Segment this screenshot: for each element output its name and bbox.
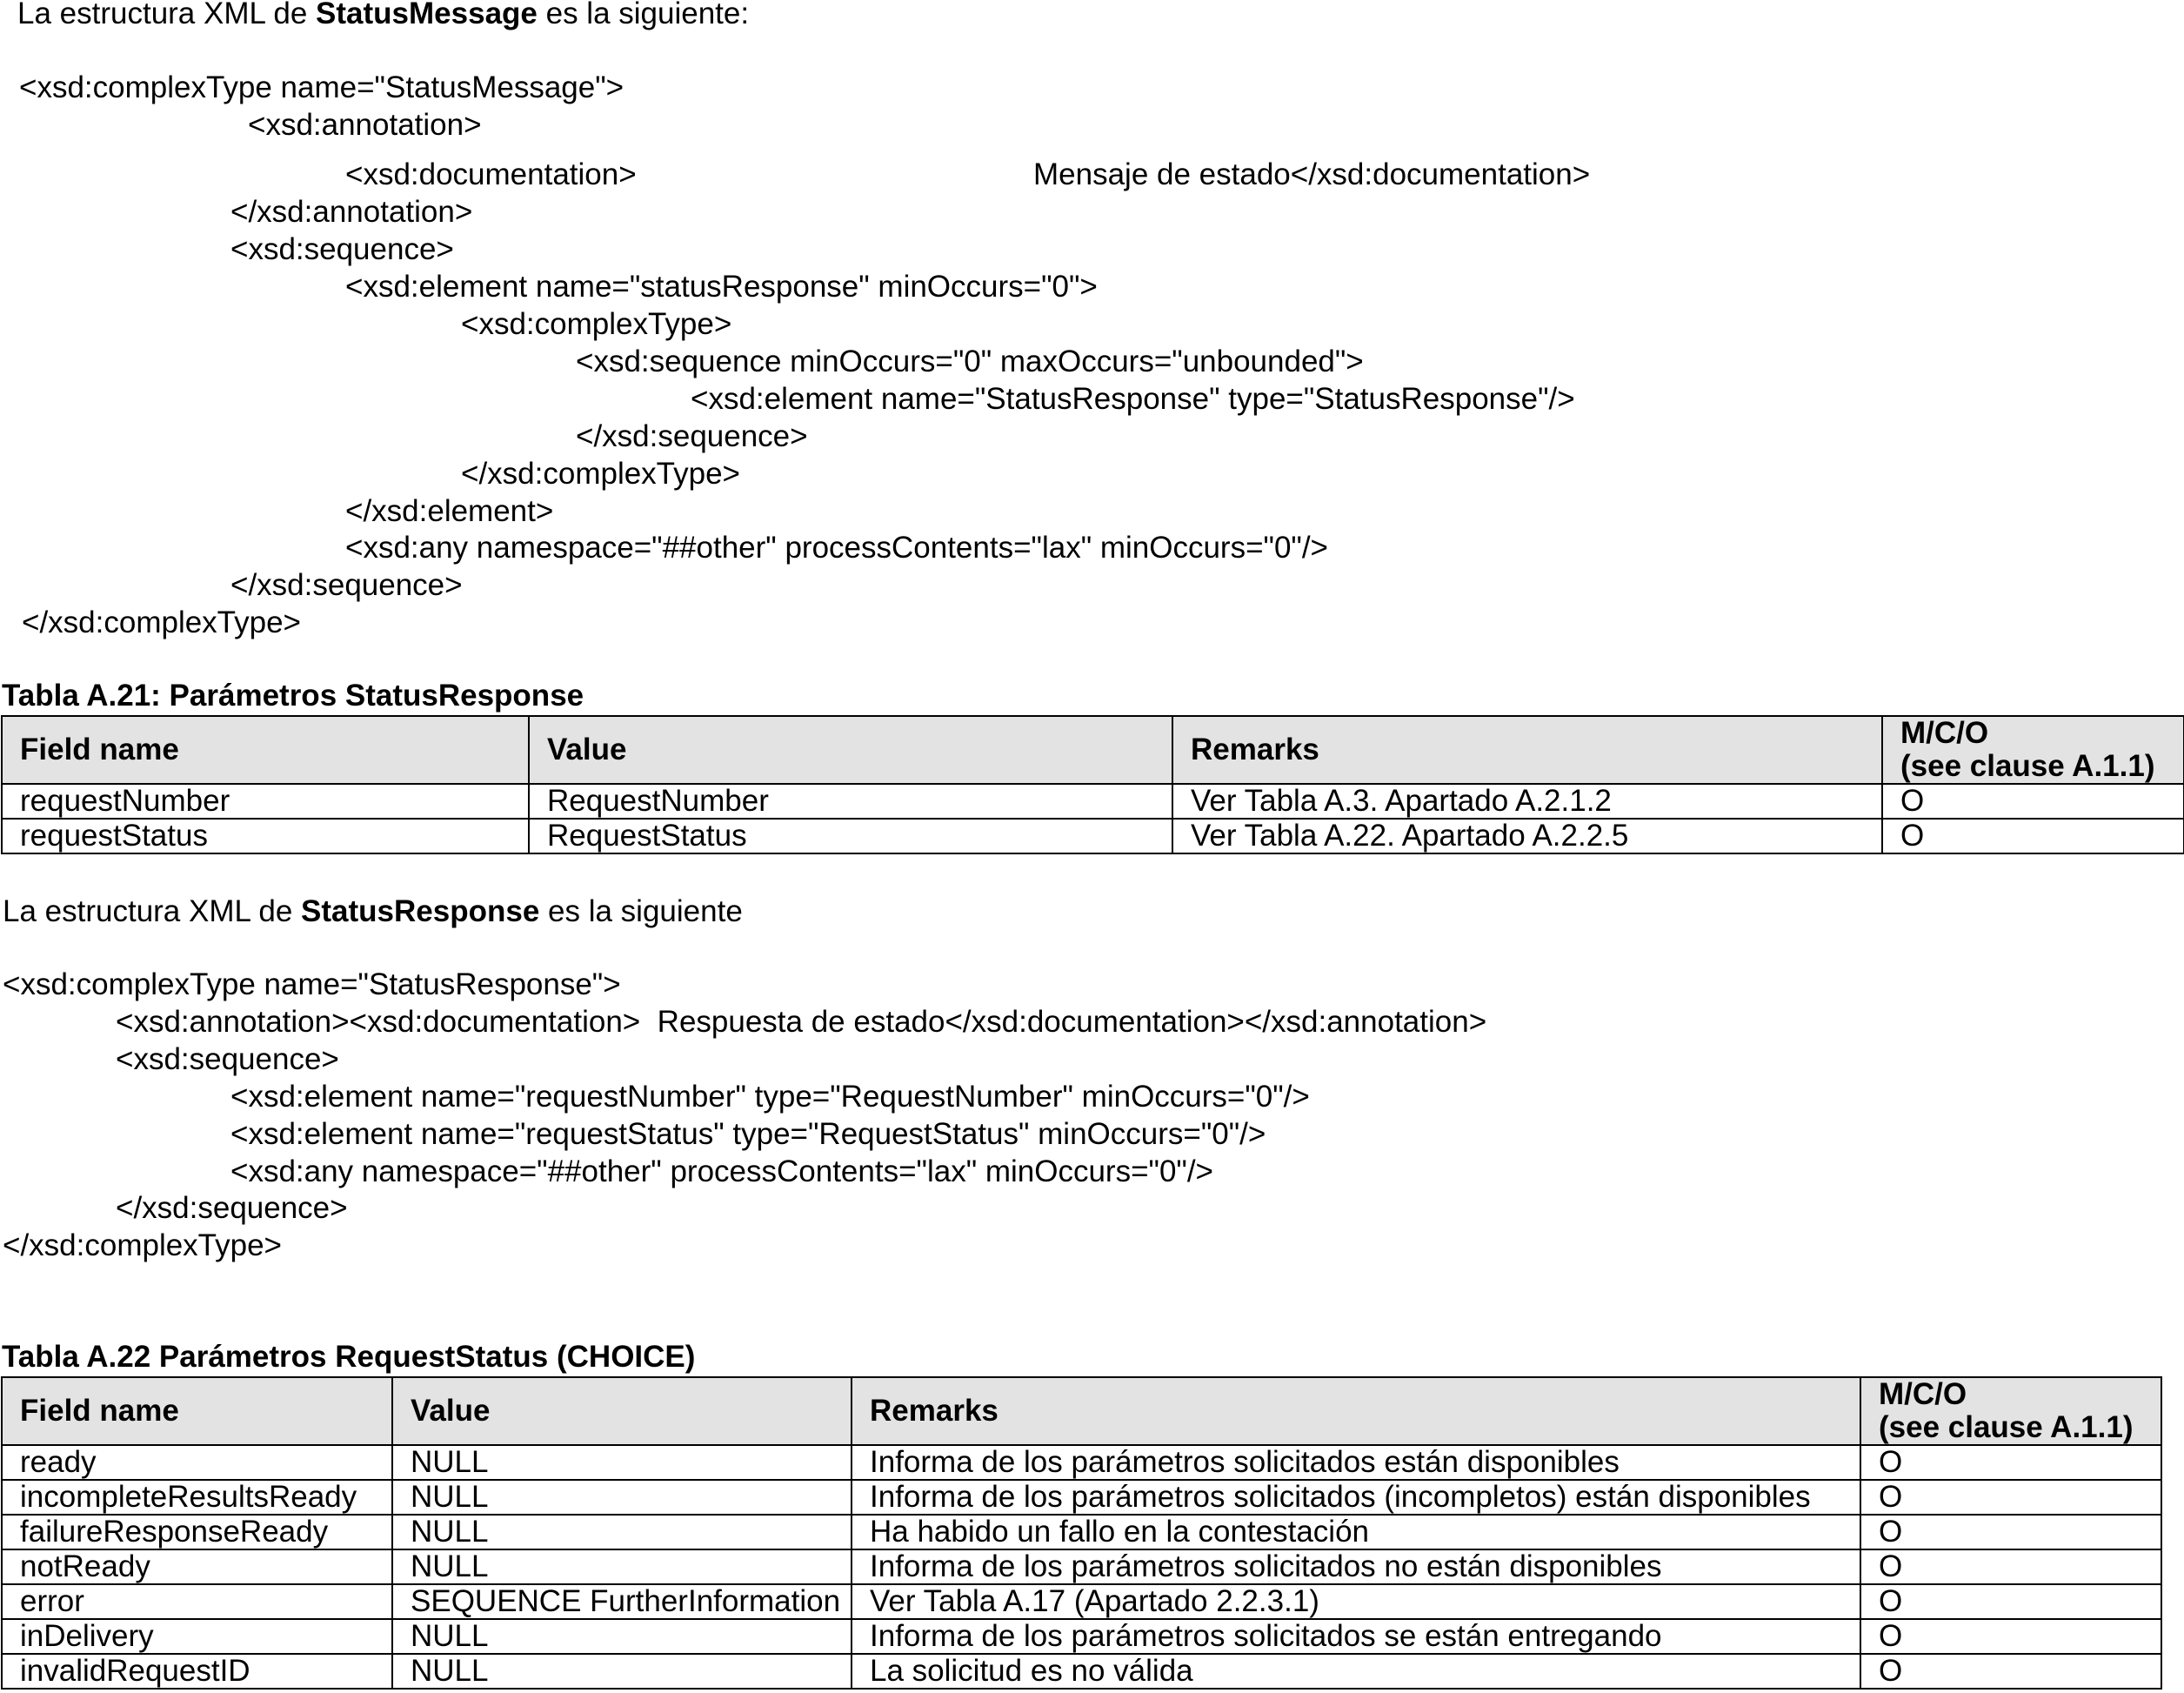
cell-remarks: Informa de los parámetros solicitados (incompletos) están disponibles <box>852 1480 1860 1515</box>
header-value: Value <box>529 716 1172 784</box>
code-line: <xsd:element name="statusResponse" minOccurs="0"> <box>345 270 1098 304</box>
table-row <box>2 784 2184 819</box>
code-line: <xsd:annotation> <box>248 108 482 142</box>
cell-mco: O <box>1882 784 2184 819</box>
header-remarks: Remarks <box>1172 716 1882 784</box>
cell-field-name: requestNumber <box>2 784 529 819</box>
cell-value: NULL <box>392 1549 852 1584</box>
cell-field-name: failureResponseReady <box>2 1515 392 1549</box>
cell-remarks: Ver Tabla A.22. Apartado A.2.2.5 <box>1172 819 1882 853</box>
statusmessage-intro <box>17 0 749 32</box>
code-line: <xsd:documentation> <box>345 157 637 191</box>
cell-mco: O <box>1860 1619 2161 1654</box>
cell-mco: O <box>1860 1515 2161 1549</box>
table-header-row <box>2 716 2184 784</box>
cell-value: NULL <box>392 1619 852 1654</box>
table-row <box>2 819 2184 853</box>
cell-value: NULL <box>392 1515 852 1549</box>
header-mco: M/C/O (see clause A.1.1) <box>1860 1377 2161 1445</box>
code-line: <xsd:any namespace="##other" processContents="lax" minOccurs="0"/> <box>230 1154 1213 1188</box>
table-row <box>2 1445 2161 1480</box>
cell-mco: O <box>1860 1549 2161 1584</box>
cell-value: SEQUENCE FurtherInformation <box>392 1584 852 1619</box>
code-line: <xsd:element name="requestNumber" type="RequestNumber" minOccurs="0"/> <box>230 1080 1310 1114</box>
table-a22 <box>1 1376 2162 1690</box>
code-line: <xsd:sequence> <box>230 232 454 266</box>
header-field-name: Field name <box>2 1377 392 1445</box>
cell-remarks: Informa de los parámetros solicitados están disponibles <box>852 1445 1860 1480</box>
intro-text: La estructura XML de <box>3 894 302 928</box>
cell-field-name: ready <box>2 1445 392 1480</box>
cell-mco: O <box>1860 1480 2161 1515</box>
code-line: <xsd:complexType> <box>461 307 732 341</box>
intro-bold-term: StatusMessage <box>316 0 538 30</box>
cell-remarks: Informa de los parámetros solicitados se están entregando <box>852 1619 1860 1654</box>
code-line: </xsd:sequence> <box>230 568 463 602</box>
table-row <box>2 1515 2161 1549</box>
code-line: <xsd:complexType name="StatusMessage"> <box>19 70 624 104</box>
cell-field-name: inDelivery <box>2 1619 392 1654</box>
code-line: </xsd:complexType> <box>461 457 740 491</box>
table-row <box>2 1549 2161 1584</box>
code-line: <xsd:sequence minOccurs="0" maxOccurs="unbounded"> <box>576 345 1364 378</box>
code-line: <xsd:any namespace="##other" processContents="lax" minOccurs="0"/> <box>345 531 1328 565</box>
header-field-name: Field name <box>2 716 529 784</box>
code-line: <xsd:complexType name="StatusResponse"> <box>3 967 621 1001</box>
cell-value: RequestStatus <box>529 819 1172 853</box>
code-line: </xsd:element> <box>345 494 554 528</box>
code-line: </xsd:complexType> <box>22 606 301 639</box>
cell-value: RequestNumber <box>529 784 1172 819</box>
table-a21-caption: Tabla A.21: Parámetros StatusResponse <box>2 679 584 713</box>
cell-remarks: La solicitud es no válida <box>852 1654 1860 1689</box>
cell-field-name: notReady <box>2 1549 392 1584</box>
table-header-row <box>2 1377 2161 1445</box>
table-row <box>2 1480 2161 1515</box>
code-line: Mensaje de estado</xsd:documentation> <box>1033 157 1591 191</box>
cell-mco: O <box>1860 1584 2161 1619</box>
cell-field-name: requestStatus <box>2 819 529 853</box>
cell-mco: O <box>1882 819 2184 853</box>
code-line: </xsd:sequence> <box>116 1191 348 1225</box>
code-line: <xsd:element name="requestStatus" type="RequestStatus" minOccurs="0"/> <box>230 1117 1266 1151</box>
code-line: <xsd:element name="StatusResponse" type="StatusResponse"/> <box>691 382 1575 416</box>
cell-remarks: Ver Tabla A.17 (Apartado 2.2.3.1) <box>852 1584 1860 1619</box>
table-row <box>2 1584 2161 1619</box>
cell-value: NULL <box>392 1480 852 1515</box>
intro-text: La estructura XML de <box>17 0 317 30</box>
table-row <box>2 1619 2161 1654</box>
header-mco: M/C/O (see clause A.1.1) <box>1882 716 2184 784</box>
code-line: <xsd:annotation><xsd:documentation> Respuesta de estado</xsd:documentation></xsd:annotation> <box>116 1005 1487 1039</box>
header-value: Value <box>392 1377 852 1445</box>
cell-field-name: incompleteResultsReady <box>2 1480 392 1515</box>
cell-remarks: Informa de los parámetros solicitados no están disponibles <box>852 1549 1860 1584</box>
cell-value: NULL <box>392 1654 852 1689</box>
code-line: <xsd:sequence> <box>116 1042 339 1076</box>
cell-field-name: error <box>2 1584 392 1619</box>
cell-mco: O <box>1860 1445 2161 1480</box>
code-line: </xsd:annotation> <box>230 195 473 229</box>
header-remarks: Remarks <box>852 1377 1860 1445</box>
table-a21 <box>1 715 2184 854</box>
table-a22-caption: Tabla A.22 Parámetros RequestStatus (CHOICE) <box>2 1340 696 1374</box>
intro-bold-term: StatusResponse <box>301 894 540 928</box>
cell-remarks: Ver Tabla A.3. Apartado A.2.1.2 <box>1172 784 1882 819</box>
intro-text: es la siguiente <box>539 894 743 928</box>
statusresponse-intro <box>3 893 743 930</box>
cell-field-name: invalidRequestID <box>2 1654 392 1689</box>
cell-value: NULL <box>392 1445 852 1480</box>
intro-text: es la siguiente: <box>537 0 750 30</box>
code-line: </xsd:sequence> <box>576 419 808 453</box>
table-row <box>2 1654 2161 1689</box>
cell-remarks: Ha habido un fallo en la contestación <box>852 1515 1860 1549</box>
code-line: </xsd:complexType> <box>3 1228 282 1262</box>
cell-mco: O <box>1860 1654 2161 1689</box>
